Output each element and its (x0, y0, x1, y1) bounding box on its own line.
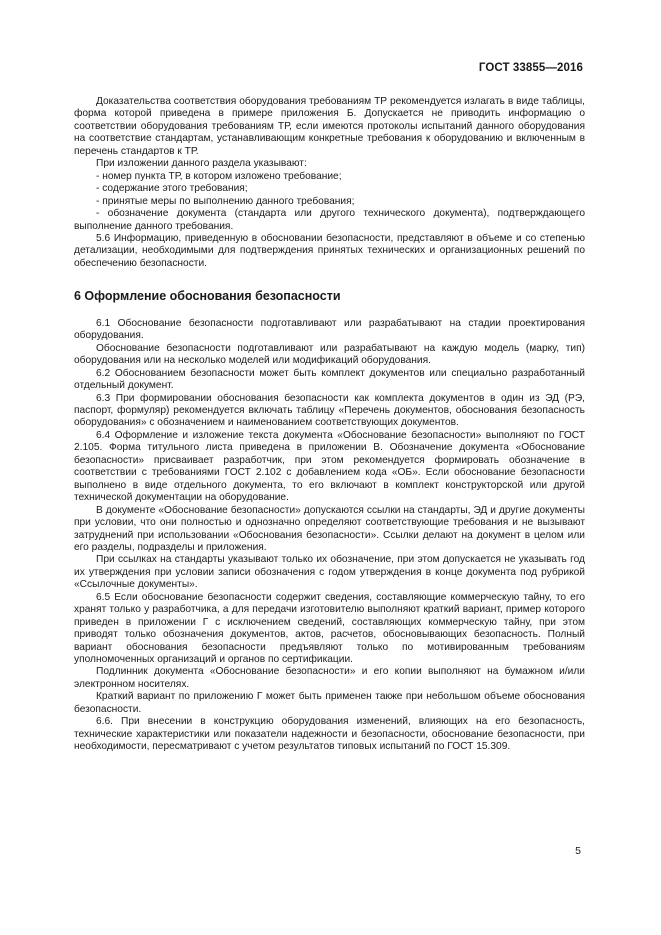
paragraph-5-6: 5.6 Информацию, приведенную в обосновании безопасности, представляют в объеме и со степенью детализации, необходимыми для подтверждения принятых технических и организационных решений по обеспечению безопасности. (74, 232, 585, 269)
list-item: - содержание этого требования; (96, 183, 248, 195)
paragraph: Доказательства соответствия оборудования требованиям ТР рекомендуется излагать в виде таблицы, форма которой приведена в примере приложения Б. Допускается не приводить информацию о соответствии оборудования требованиям ТР, если имеются протоколы испытаний данного оборудования на соответствие стандартам, устанавливающим конкретные требования к оборудованию и включенным в перечень стандартов к ТР. (74, 96, 585, 157)
paragraph-6-1: 6.1 Обоснование безопасности подготавливают или разрабатывают на стадии проектирования оборудования. (74, 317, 585, 342)
paragraph: В документе «Обоснование безопасности» допускаются ссылки на стандарты, ЭД и другие документы при условии, что они полностью и однозначно определяют соответствующие требования и не вызывают затруднений при использовании «Обоснования безопасности». Ссылки делают на документ в целом или его разделы, подразделы и приложения. (74, 504, 585, 553)
list-item: - номер пункта ТР, в котором изложено требование; (96, 170, 342, 182)
paragraph-6-3: 6.3 При формировании обоснования безопасности как комплекта документов в один из ЭД (РЭ, паспорт, формуляр) рекомендуется включать таблицу «Перечень документов, обоснования безопасность оборудования» с обозначением и наименованием соответствующих документов. (74, 392, 585, 429)
list-item: - принятые меры по выполнению данного требования; (96, 195, 355, 207)
document-body (74, 96, 585, 754)
page-number: 5 (575, 845, 581, 857)
paragraph: Обоснование безопасности подготавливают или разрабатывают на каждую модель (марку, тип) оборудования или на несколько моделей или модификаций оборудования. (74, 342, 585, 367)
paragraph: Подлинник документа «Обоснование безопасности» и его копии выполняют на бумажном и/или электронном носителях. (74, 666, 585, 690)
section-title: 6 Оформление обоснования безопасности (74, 289, 341, 304)
standard-designation: ГОСТ 33855—2016 (478, 62, 583, 74)
list-item: - обозначение документа (стандарта или другого технического документа), подтверждающего выполнение данного требования. (74, 208, 585, 232)
paragraph: При изложении данного раздела указывают: (96, 158, 307, 170)
paragraph-6-5: 6.5 Если обоснование безопасности содержит сведения, составляющие коммерческую тайну, то его хранят только у разработчика, а для передачи изготовителю выполняют краткий вариант, пример которого приведен в приложении Г с исключением сведений, составляющих коммерческую тайну, при этом приводят только обозначения документов, актов, расчетов, обосновывающих безопасность. Полный вариант обоснования безопасности предъявляют только по мотивированным требованиям уполномоченных организаций и органов по сертификации. (74, 591, 585, 666)
paragraph-6-6: 6.6. При внесении в конструкцию оборудования изменений, влияющих на его безопасность, технические характеристики или показатели надежности и безопасности, обоснование безопасности, при необходимости, пересматривают с учетом результатов типовых испытаний по ГОСТ 15.309. (74, 716, 585, 753)
paragraph: Краткий вариант по приложению Г может быть применен также при небольшом объеме обоснования безопасности. (74, 691, 585, 715)
paragraph-6-2: 6.2 Обоснованием безопасности может быть комплект документов или специально разработанный отдельный документ. (74, 367, 585, 392)
paragraph-6-4: 6.4 Оформление и изложение текста документа «Обоснование безопасности» выполняют по ГОСТ 2.105. Форма титульного листа приведена в приложении В. Обозначение документа «Обоснование безопасности» присваивает разработчик, при этом рекомендуется формировать обозначение в соответствии с требованиями ГОСТ 2.102 с добавлением кода «ОБ». Если обоснование безопасности выполнено в виде отдельного документа, то его включают в комплект конструкторской или другой технической документации на оборудование. (74, 429, 585, 504)
paragraph: При ссылках на стандарты указывают только их обозначение, при этом допускается не указывать год их утверждения при условии записи обозначения с годом утверждения в конце документа под рубрикой «Ссылочные документы». (74, 554, 585, 591)
